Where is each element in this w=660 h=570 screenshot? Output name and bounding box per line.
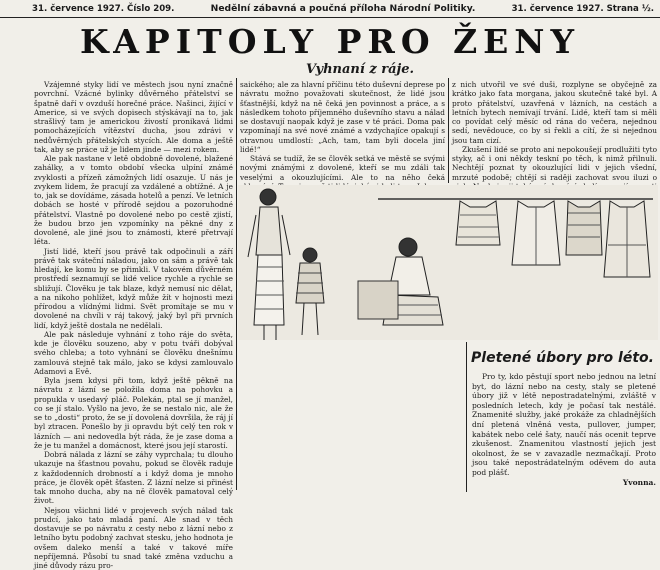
header-date-page: 31. července 1927. Strana ½.: [512, 4, 654, 14]
header-date-issue: 31. července 1927. Číslo 209.: [32, 4, 174, 14]
paragraph: Jistí lidé, kteří jsou právě tak odpočinuli a září právě tak sváteční náladou, jako on sám a právě tak hledají, ke komu by se přimkli. V takovém důvěrném prostředí seznamují se lidé velice rychle a rychle se sbližují. Člověku je tak blaze, když nemusí nic dělat, a na nikoho pohlížet, když může žít v hojnosti mezi přírodou a vlídnými lidmi. Svět promítaje se mu v dovolené na chvíli v ráj takový, jaký byl při prvních lidí, když ještě dostala ne nedělali.: [34, 247, 233, 330]
article-2-column: [472, 372, 656, 492]
paragraph: z nich utvořil ve své duši, rozplyne se obyčejně za krátko jako fata morgana, jakou skutečně také byl. A proto přátelství, uzavřená v lázních, na cestách a letních bytech nemívají trvání. Lidé, kteří tam si měli co povídat celý měsíc od rána do večera, nejednou sedí, nevědouce, co by si řekli a cítí, že si nejednou jsou tam cizí.: [452, 80, 657, 145]
column-divider: [236, 78, 237, 490]
article-2-signature: Yvonna.: [472, 478, 656, 488]
article-title: Vyhnaní z ráje.: [240, 62, 480, 77]
article-column-3: [452, 80, 657, 184]
paragraph: Dobrá nálada z lázní se záhy vyprchala; tu dlouho ukazuje na šťastnou povahu, pokud se člověk raduje z každodenních drobností a i když doma je mnoho práce, je člověk opět šťasten. Z lázní nelze si přinést tak mnoho ducha, aby na ně člověk pamatoval celý život.: [34, 450, 233, 506]
section-title: KAPITOLY PRO ŽENY: [0, 22, 660, 62]
header-publication: Nedělní zábavná a poučná příloha Národní Politiky.: [211, 3, 476, 14]
article-2-title: Pletené úbory pro léto.: [470, 350, 655, 366]
column-divider: [448, 78, 449, 183]
paragraph: Ale pak nastane v letě obdobně dovolené, blažené zahálky, a v tomto období všecka ulpíní známé zvyklosti a přízeň zámožných lidí osazuje. U nás je zvykem lidem, že pracují za vzdálené a obtížné. A je to, jak se dovídáme, zásada hotelů a penzí. Ve letních dobách se hosté v přírodě sejdou a pozoruhodné přátelství. Vlastně po dovolené nebo po cestě zjistí, že budou brzo jen vzpomínky na pěkné dny z dovolené, ale jiné jsou to známosti, které přetrvají léta.: [34, 154, 233, 247]
paragraph: saického; ale za hlavní příčinu této duševní deprese po návratu možno považovati skutečnost, že lidé jsou šťastnější, když na ně čeká jen povinnost a práce, a s následkem tohoto příjemného duševního stavu a nálad se dostavují naopak když je zase v té práci. Doma pak vzpomínají na své nové známé a vzdychajíce opakují s otravnou umdlostí: „Ach, tam, tam byli docela jiní lidé!“: [240, 80, 445, 154]
column-divider: [466, 342, 467, 492]
paragraph: Stává se tudíž, že se člověk setká ve městě se svými novými známými z dovolené, kteří se mu zdáli tak veselými a okouzlujícími. Ale to na něho čeká: [240, 154, 445, 219]
paragraph: Vzájemné styky lidí ve městech jsou nyní značně povrchní. Vzácné bylinky důvěrného přátelství se špatně daří v ovzduší horečné práce. Našinci, žijící v Americe, si ve svých dopisech stýskávají na to, jak strašlivý tam je americkou živostí pronikavá lidmi pomocházejících vítězství ducha, jsou zdrávi v nedůvěrných přátelských stycích. Ale doma a ještě tak, aby se práce už je lidem jinde — mezi rokem.: [34, 80, 233, 154]
paragraph: Nejsou všichni lidé v projevech svých nálad tak prudcí, jako tato mladá paní. Ale snad v těch dostavuje se po návratu z cesty nebo z lázní nebo z letního bytu podobný zachvat stesku, jeho hodnota je ovšem daleko menší a také v takové míře nepříjemná. Působí tu snad také změna vzduchu a jiné důvody rázu pro-: [34, 506, 233, 570]
paragraph: Byla jsem kdysi při tom, když ještě pěkně na návratu z lázní se položila doma na pohovku a propukla v usedavý pláč. Polekán, ptal se jí manžel, co se jí stalo. Vyšlo na jevo, že se nestalo nic, ale že se to „dosti“ proto, že se jí dovolená dovršila, že ráj jí byl ztracen. Ponešlo by ji opravdu být celý ten rok v lázních — ani nedovedla být ráda, že je zase doma a že je tu manžel a domácnost, které jsou její starostí.: [34, 376, 233, 450]
fashion-illustration: [238, 185, 658, 340]
article-column-1: [34, 80, 233, 492]
paragraph: Zkušení lidé se proto ani nepokoušejí prodlužiti tyto styky, ač i oni někdy teskní po těch, k nimž přilnuli. Nechtějí poznat ty okouzlující lidi v jejich všední, mrzuté podobě; chtějí si raději zachovat svou iluzi o: [452, 145, 657, 210]
paragraph: Ale pak následuje vyhnání z toho ráje do světa, kde je člověku souzeno, aby v potu tváři dobýval svého chleba; a toto vyhnání se člověku dnešnímu zamlouvá stejně tak málo, jako se kdysi zamlouvalo Adamovi a Evě.: [34, 330, 233, 376]
knitwear-drawing: [238, 185, 658, 340]
page-header: [0, 0, 660, 18]
article-column-2: [240, 80, 445, 184]
paragraph: Pro ty, kdo pěstují sport nebo jednou na letní byt, do lázní nebo na cesty, staly se pletené úbory již v létě nepostradatelnými, zvláště v posledních letech, kdy je počasí tak nestálé. Znamenité služby, jaké prokáže za chladnějších dní pletená vlněná vesta, pullover, jumper, kabátek nebo celé šaty, naučí nás ocenit teprve zkušenost. Znamenitou vlastností jejich jest okolnost, že se v zavazadle nezmačkají. Proto jsou také nepostrádatelným oděvem do auta pod plášť.: [472, 372, 656, 478]
